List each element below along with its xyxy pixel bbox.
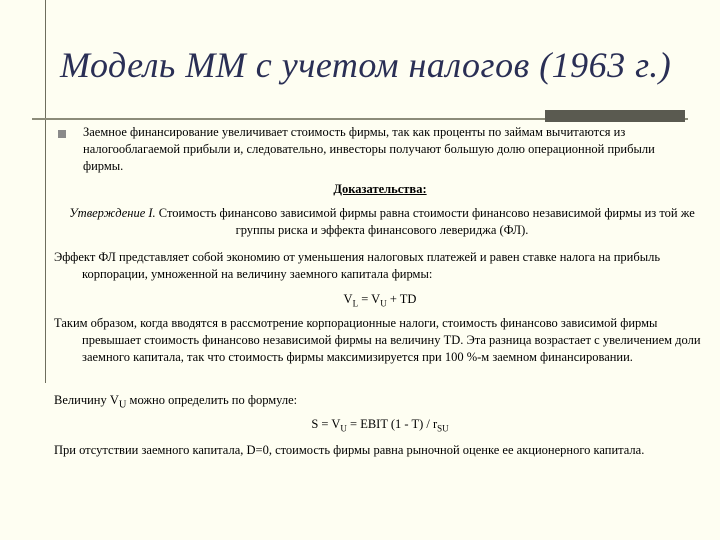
value-line-b: можно определить по формуле: [126,393,298,407]
formula-s [52,416,708,433]
formula-vl-b-sub: U [380,298,387,309]
formula-s-b: = EBIT (1 - T) / r [346,417,438,431]
conclusion-paragraph: Таким образом, когда вводятся в рассмотрение корпорационные налоги, стоимость финансово зависимой фирмы превышает стоимость финансово независимой фирмы на величину TD. Эта разница возрастает с увеличением доли заемного капитала, так что стоимость фирмы максимизируется при 100 %-м заемном финансировании. [54,316,701,364]
formula-s-b-sub: SU [437,423,449,434]
formula-vl [52,291,708,308]
no-debt-paragraph: При отсутствии заемного капитала, D=0, стоимость фирмы равна рыночной оценке ее акционерного капитала. [54,443,645,457]
formula-vl-c: + TD [386,292,417,306]
value-line [54,392,704,414]
formula-s-a-sub: U [340,423,347,434]
decorative-vertical-line [45,0,46,383]
statement-text: Стоимость финансово зависимой фирмы равна стоимости финансово независимой фирмы из той же группы риска и эффекта финансового левериджа (ФЛ). [155,206,695,237]
value-line-a: Величину V [54,393,119,407]
value-line-a-sub: U [118,399,127,411]
statement-lead: Утверждение I. [69,206,156,220]
formula-s-a: S = V [311,417,341,431]
decorative-accent-bar [545,110,685,122]
formula-vl-b: = V [358,292,381,306]
slide-title: Модель ММ с учетом налогов (1963 г.) [60,45,672,85]
statement-paragraph [53,205,711,239]
bullet-text: Заемное финансирование увеличивает стоимость фирмы, так как проценты по займам вычитаются из налогооблагаемой прибыли и, следовательно, инвесторы получают большую долю операционной прибыли фирмы. [83,125,655,173]
formula-vl-a: V [343,292,353,306]
square-bullet-icon [58,130,66,138]
formula-vl-a-sub: L [352,298,359,309]
effect-paragraph: Эффект ФЛ представляет собой экономию от уменьшения налоговых платежей и равен ставке налога на прибыль корпорации, умноженной на величину заемного капитала фирмы: [54,250,661,281]
proof-heading: Доказательства: [333,182,427,196]
